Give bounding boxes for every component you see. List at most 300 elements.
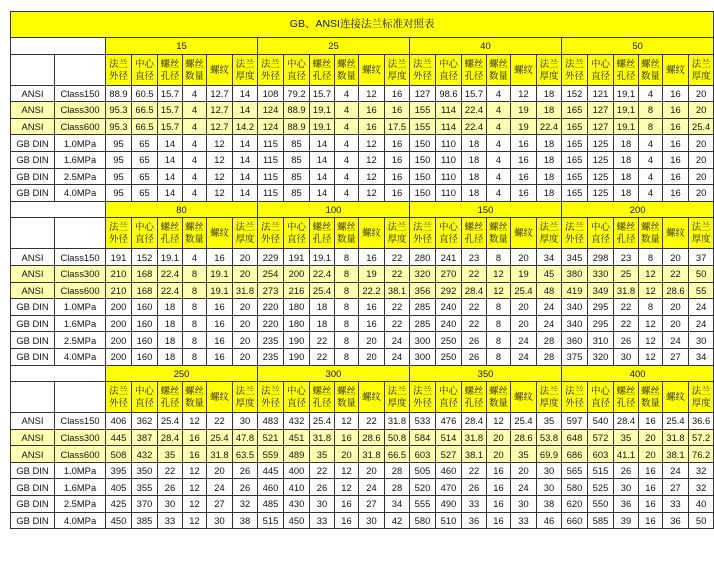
table-cell: 76.2	[689, 446, 714, 463]
table-cell: 15.7	[158, 85, 183, 102]
table-cell: 229	[258, 249, 284, 266]
pressure-class: 1.6MPa	[55, 151, 106, 168]
table-cell: 4	[487, 118, 511, 135]
table-cell: 190	[284, 332, 310, 349]
table-cell: 95	[106, 185, 132, 202]
table-cell: 18	[537, 102, 562, 119]
table-cell: 12	[183, 462, 207, 479]
table-cell: 22.4	[158, 265, 183, 282]
table-cell: 55	[689, 282, 714, 299]
column-header: 法兰外径	[258, 54, 284, 85]
table-cell: 30	[614, 479, 639, 496]
table-cell: 65	[132, 151, 158, 168]
table-row	[11, 429, 714, 446]
table-cell: 155	[410, 118, 436, 135]
column-header: 螺纹	[511, 382, 537, 413]
table-cell: 16	[207, 299, 233, 316]
column-header: 螺纹	[663, 218, 689, 249]
table-cell: 19	[511, 102, 537, 119]
column-header: 螺丝数量	[335, 382, 359, 413]
table-cell: 95.3	[106, 118, 132, 135]
table-cell: 385	[132, 512, 158, 529]
table-cell: 114	[436, 102, 462, 119]
standard-name: ANSI	[11, 429, 55, 446]
table-cell: 110	[436, 151, 462, 168]
standard-name: GB DIN	[11, 299, 55, 316]
table-cell: 406	[106, 413, 132, 430]
table-cell: 210	[106, 265, 132, 282]
column-header: 螺丝孔径	[614, 382, 639, 413]
table-row	[11, 348, 714, 365]
table-cell: 20	[663, 249, 689, 266]
table-cell: 19.1	[158, 249, 183, 266]
table-cell: 375	[562, 348, 588, 365]
table-cell: 16	[639, 479, 663, 496]
table-cell: 12	[207, 168, 233, 185]
table-cell: 25.4	[310, 413, 335, 430]
table-cell: 4	[183, 135, 207, 152]
table-cell: 65	[132, 185, 158, 202]
standard-name: ANSI	[11, 446, 55, 463]
table-cell: 110	[436, 185, 462, 202]
table-cell: 14	[233, 135, 258, 152]
table-cell: 540	[588, 413, 614, 430]
table-cell: 8	[183, 348, 207, 365]
table-cell: 30	[537, 462, 562, 479]
table-cell: 14	[233, 102, 258, 119]
table-cell: 20	[689, 151, 714, 168]
table-cell: 16	[385, 85, 410, 102]
table-cell: 12	[335, 479, 359, 496]
standard-name: ANSI	[11, 249, 55, 266]
table-cell: 16	[487, 479, 511, 496]
table-cell: 20	[689, 102, 714, 119]
table-cell: 150	[410, 135, 436, 152]
table-cell: 124	[258, 102, 284, 119]
table-cell: 22	[385, 299, 410, 316]
table-cell: 14	[233, 85, 258, 102]
table-cell: 24	[689, 315, 714, 332]
column-header: 螺纹	[359, 382, 385, 413]
table-row	[11, 185, 714, 202]
table-cell: 22	[310, 462, 335, 479]
standard-name: GB DIN	[11, 332, 55, 349]
table-cell: 28.6	[511, 429, 537, 446]
table-cell: 18	[158, 315, 183, 332]
table-cell: 4	[335, 118, 359, 135]
nominal-size-header: 150	[410, 201, 562, 218]
table-cell: 39	[614, 512, 639, 529]
table-cell: 125	[588, 151, 614, 168]
table-cell: 515	[588, 462, 614, 479]
blank-cell	[11, 54, 55, 85]
table-cell: 8	[639, 102, 663, 119]
table-cell: 8	[639, 118, 663, 135]
table-cell: 310	[588, 332, 614, 349]
table-cell: 18	[614, 185, 639, 202]
column-header: 法兰外径	[106, 54, 132, 85]
table-cell: 620	[562, 496, 588, 513]
table-cell: 445	[106, 429, 132, 446]
table-cell: 450	[284, 512, 310, 529]
table-cell: 35	[310, 446, 335, 463]
table-cell: 4	[335, 185, 359, 202]
table-cell: 4	[639, 168, 663, 185]
table-cell: 16	[359, 249, 385, 266]
table-cell: 4	[487, 168, 511, 185]
column-header: 螺丝数量	[183, 54, 207, 85]
table-cell: 14	[310, 168, 335, 185]
table-cell: 124	[258, 118, 284, 135]
table-cell: 125	[588, 185, 614, 202]
table-cell: 121	[588, 85, 614, 102]
pressure-class: Class600	[55, 446, 106, 463]
table-cell: 33	[462, 496, 487, 513]
column-header: 螺丝孔径	[462, 54, 487, 85]
table-cell: 525	[588, 479, 614, 496]
column-header: 法兰外径	[106, 218, 132, 249]
table-cell: 33	[511, 512, 537, 529]
table-cell: 330	[588, 265, 614, 282]
standard-name: ANSI	[11, 265, 55, 282]
flange-standard-table	[10, 11, 714, 529]
column-header: 法兰外径	[410, 54, 436, 85]
column-header: 法兰厚度	[233, 54, 258, 85]
table-cell: 31.8	[462, 429, 487, 446]
table-cell: 295	[588, 315, 614, 332]
table-cell: 27	[207, 496, 233, 513]
column-header: 螺丝数量	[639, 218, 663, 249]
table-cell: 60.5	[132, 85, 158, 102]
table-cell: 30	[511, 496, 537, 513]
column-header: 螺丝数量	[335, 54, 359, 85]
table-row	[11, 118, 714, 135]
table-row	[11, 151, 714, 168]
column-header: 螺丝孔径	[158, 54, 183, 85]
table-cell: 160	[132, 332, 158, 349]
table-cell: 23	[462, 249, 487, 266]
table-cell: 16	[487, 462, 511, 479]
table-cell: 18	[537, 135, 562, 152]
standard-name: GB DIN	[11, 348, 55, 365]
pressure-class: 4.0MPa	[55, 185, 106, 202]
table-cell: 125	[588, 168, 614, 185]
table-cell: 115	[258, 135, 284, 152]
nominal-size-header: 350	[410, 365, 562, 382]
table-cell: 320	[588, 348, 614, 365]
table-cell: 50.8	[385, 429, 410, 446]
table-cell: 419	[562, 282, 588, 299]
table-cell: 160	[132, 348, 158, 365]
table-cell: 152	[562, 85, 588, 102]
table-cell: 4	[487, 151, 511, 168]
table-cell: 16	[207, 315, 233, 332]
table-cell: 12	[639, 282, 663, 299]
table-cell: 115	[258, 185, 284, 202]
table-cell: 20	[511, 315, 537, 332]
table-cell: 285	[410, 315, 436, 332]
column-header: 法兰外径	[410, 382, 436, 413]
table-cell: 26	[462, 479, 487, 496]
table-cell: 210	[106, 282, 132, 299]
table-cell: 4	[335, 135, 359, 152]
table-cell: 273	[258, 282, 284, 299]
standard-name: GB DIN	[11, 512, 55, 529]
table-cell: 16	[335, 496, 359, 513]
table-cell: 25.4	[158, 413, 183, 430]
table-cell: 240	[436, 299, 462, 316]
table-cell: 16	[663, 85, 689, 102]
table-row	[11, 315, 714, 332]
column-header: 法兰厚度	[689, 54, 714, 85]
table-cell: 12	[511, 85, 537, 102]
table-cell: 95	[106, 151, 132, 168]
table-cell: 16	[385, 168, 410, 185]
nominal-size-header: 80	[106, 201, 258, 218]
column-header: 螺丝孔径	[310, 54, 335, 85]
table-cell: 32	[689, 462, 714, 479]
standard-name: ANSI	[11, 102, 55, 119]
table-cell: 12	[639, 315, 663, 332]
table-cell: 28	[385, 462, 410, 479]
table-cell: 65	[132, 168, 158, 185]
table-cell: 200	[106, 348, 132, 365]
table-cell: 17.5	[385, 118, 410, 135]
column-header: 中心直径	[284, 54, 310, 85]
pressure-class: 1.0MPa	[55, 299, 106, 316]
table-row	[11, 85, 714, 102]
table-cell: 165	[562, 185, 588, 202]
column-header: 中心直径	[132, 382, 158, 413]
table-cell: 20	[359, 348, 385, 365]
table-cell: 31.8	[207, 446, 233, 463]
table-cell: 4	[183, 102, 207, 119]
table-cell: 31.8	[359, 446, 385, 463]
table-cell: 24	[663, 462, 689, 479]
table-cell: 23	[614, 249, 639, 266]
column-header: 法兰厚度	[385, 382, 410, 413]
nominal-size-header: 300	[258, 365, 410, 382]
table-cell: 85	[284, 151, 310, 168]
table-cell: 25.4	[310, 282, 335, 299]
pressure-class: 2.5MPa	[55, 168, 106, 185]
column-header: 螺丝数量	[487, 54, 511, 85]
table-cell: 405	[106, 479, 132, 496]
table-cell: 14	[233, 168, 258, 185]
table-cell: 200	[106, 315, 132, 332]
table-cell: 4	[639, 151, 663, 168]
table-cell: 20	[335, 446, 359, 463]
table-cell: 20	[639, 446, 663, 463]
table-cell: 585	[588, 512, 614, 529]
table-cell: 12	[359, 151, 385, 168]
table-cell: 220	[258, 315, 284, 332]
standard-name: GB DIN	[11, 462, 55, 479]
table-cell: 24	[689, 299, 714, 316]
table-cell: 603	[588, 446, 614, 463]
table-cell: 16	[359, 118, 385, 135]
standard-name: GB DIN	[11, 135, 55, 152]
column-header: 螺纹	[207, 54, 233, 85]
table-cell: 18	[614, 151, 639, 168]
column-header: 中心直径	[588, 218, 614, 249]
table-title: GB、ANSI连接法兰标准对照表	[11, 12, 714, 38]
table-cell: 110	[436, 135, 462, 152]
pressure-class: 2.5MPa	[55, 332, 106, 349]
table-cell: 686	[562, 446, 588, 463]
table-cell: 16	[385, 151, 410, 168]
table-cell: 180	[284, 299, 310, 316]
table-row	[11, 102, 714, 119]
table-cell: 603	[410, 446, 436, 463]
blank-cell	[55, 218, 106, 249]
column-header: 螺纹	[663, 54, 689, 85]
table-cell: 24	[385, 348, 410, 365]
table-cell: 200	[106, 332, 132, 349]
table-cell: 16	[487, 496, 511, 513]
column-header: 法兰厚度	[385, 218, 410, 249]
table-cell: 18	[614, 135, 639, 152]
table-cell: 370	[132, 496, 158, 513]
table-cell: 16	[183, 429, 207, 446]
table-cell: 127	[588, 102, 614, 119]
table-cell: 88.9	[284, 102, 310, 119]
table-cell: 250	[436, 332, 462, 349]
standard-name: GB DIN	[11, 479, 55, 496]
table-cell: 28.4	[462, 282, 487, 299]
table-cell: 19	[511, 118, 537, 135]
column-header: 螺丝数量	[335, 218, 359, 249]
table-cell: 38	[233, 512, 258, 529]
table-cell: 69.9	[537, 446, 562, 463]
column-header: 中心直径	[132, 54, 158, 85]
table-cell: 12	[639, 265, 663, 282]
table-cell: 451	[284, 429, 310, 446]
table-cell: 432	[132, 446, 158, 463]
table-cell: 22	[462, 299, 487, 316]
pressure-class: 1.0MPa	[55, 462, 106, 479]
table-cell: 4	[335, 168, 359, 185]
table-cell: 38.1	[385, 282, 410, 299]
table-cell: 26	[462, 332, 487, 349]
table-cell: 16	[639, 413, 663, 430]
table-cell: 362	[132, 413, 158, 430]
table-cell: 25.4	[663, 413, 689, 430]
table-cell: 28.6	[359, 429, 385, 446]
table-cell: 16	[207, 249, 233, 266]
table-cell: 19.1	[614, 85, 639, 102]
table-cell: 648	[562, 429, 588, 446]
column-header: 螺纹	[511, 218, 537, 249]
table-cell: 20	[233, 348, 258, 365]
table-cell: 125	[588, 135, 614, 152]
column-header: 螺丝孔径	[158, 382, 183, 413]
table-cell: 510	[436, 512, 462, 529]
table-cell: 4	[183, 85, 207, 102]
table-cell: 95.3	[106, 102, 132, 119]
table-cell: 14	[233, 151, 258, 168]
table-cell: 22	[663, 265, 689, 282]
table-cell: 12	[183, 479, 207, 496]
pressure-class: 1.0MPa	[55, 135, 106, 152]
page	[10, 11, 711, 529]
table-cell: 14	[158, 185, 183, 202]
table-cell: 22.4	[310, 265, 335, 282]
column-header: 中心直径	[436, 54, 462, 85]
table-row	[11, 446, 714, 463]
table-cell: 50	[689, 265, 714, 282]
table-cell: 20	[487, 429, 511, 446]
table-cell: 22	[158, 462, 183, 479]
pressure-class: 1.6MPa	[55, 479, 106, 496]
table-cell: 216	[284, 282, 310, 299]
table-cell: 34	[689, 348, 714, 365]
table-cell: 235	[258, 332, 284, 349]
nominal-size-header: 100	[258, 201, 410, 218]
table-cell: 19	[511, 265, 537, 282]
pressure-class: Class600	[55, 282, 106, 299]
table-cell: 98.6	[436, 85, 462, 102]
table-row	[11, 496, 714, 513]
table-cell: 26	[233, 479, 258, 496]
table-row	[11, 265, 714, 282]
pressure-class: 4.0MPa	[55, 512, 106, 529]
table-cell: 490	[436, 496, 462, 513]
table-cell: 22.4	[537, 118, 562, 135]
table-cell: 505	[410, 462, 436, 479]
table-cell: 18	[462, 151, 487, 168]
table-cell: 16	[207, 348, 233, 365]
table-cell: 12	[359, 85, 385, 102]
table-cell: 16	[207, 332, 233, 349]
table-cell: 8	[487, 315, 511, 332]
table-cell: 18	[537, 151, 562, 168]
table-cell: 8	[487, 249, 511, 266]
table-cell: 18	[537, 185, 562, 202]
table-cell: 66.5	[132, 102, 158, 119]
pressure-class: Class300	[55, 429, 106, 446]
table-cell: 48	[537, 282, 562, 299]
table-cell: 20	[233, 332, 258, 349]
table-cell: 4	[183, 168, 207, 185]
standard-name: GB DIN	[11, 185, 55, 202]
pressure-class: Class150	[55, 85, 106, 102]
table-cell: 127	[410, 85, 436, 102]
table-cell: 4	[335, 102, 359, 119]
table-cell: 515	[258, 512, 284, 529]
table-cell: 20	[233, 249, 258, 266]
standard-name: ANSI	[11, 282, 55, 299]
pressure-class: 1.6MPa	[55, 315, 106, 332]
table-cell: 30	[537, 479, 562, 496]
table-cell: 14	[310, 185, 335, 202]
nominal-size-header: 400	[562, 365, 714, 382]
table-cell: 16	[359, 299, 385, 316]
table-cell: 425	[106, 496, 132, 513]
table-cell: 8	[335, 315, 359, 332]
table-cell: 40	[689, 496, 714, 513]
table-cell: 8	[487, 332, 511, 349]
table-cell: 191	[284, 249, 310, 266]
table-cell: 355	[132, 479, 158, 496]
table-cell: 19.1	[310, 118, 335, 135]
table-cell: 24	[663, 332, 689, 349]
column-header: 螺丝数量	[183, 218, 207, 249]
table-row	[11, 299, 714, 316]
table-cell: 26	[233, 462, 258, 479]
column-header-row	[11, 382, 714, 413]
table-cell: 65	[132, 135, 158, 152]
